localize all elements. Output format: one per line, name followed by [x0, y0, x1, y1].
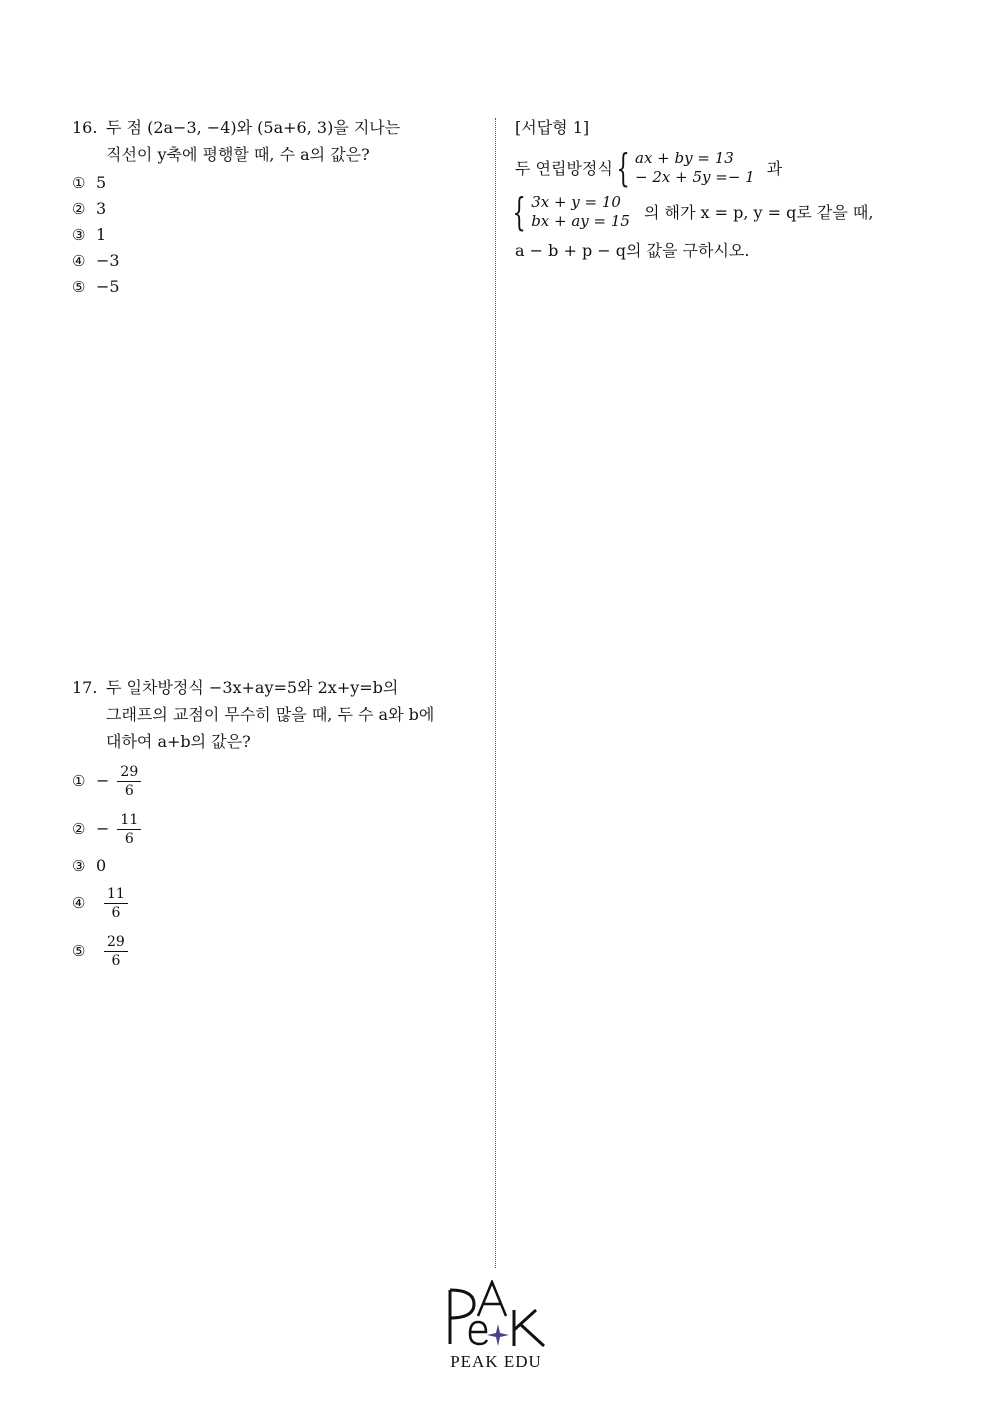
- question-16: 16. 두 점 (2a−3, −4)와 (5a+6, 3)을 지나는 직선이 y축에 평행할 때, 수 a의 값은? ① 5 ② 3 ③ 1 ④ −3 ⑤ −5: [72, 114, 472, 300]
- left-brace-icon: {: [512, 190, 526, 234]
- choice-4[interactable]: ④ $\frac{11}{6}$: [72, 879, 482, 927]
- question-17: 17. 두 일차방정식 −3x+ay=5와 2x+y=b의 그래프의 교점이 무수히 많을 때, 두 수 a와 b에 대하여 a+b의 값은? ① − $\frac{29}{6}$ ② − $\frac{11}{6}$ ③ 0 ④ $\frac{11}{6}$ ⑤ $\frac{29}{6}$: [72, 674, 482, 975]
- choice-5[interactable]: ⑤ $\frac{29}{6}$: [72, 927, 482, 975]
- fraction: $\frac{29}{6}$: [104, 933, 128, 970]
- question-16-stem: 16. 두 점 (2a−3, −4)와 (5a+6, 3)을 지나는: [72, 114, 472, 141]
- choice-3[interactable]: ③ 1: [72, 225, 107, 244]
- choice-2[interactable]: ② − $\frac{11}{6}$: [72, 805, 482, 853]
- answer-choices: [72, 757, 482, 975]
- choice-3[interactable]: ③ 0: [72, 856, 107, 875]
- essay-question-ask: a − b + p − q의 값을 구하시오.: [515, 241, 750, 260]
- choice-1[interactable]: ① 5: [72, 173, 107, 192]
- essay-label: [서답형 1]: [515, 118, 590, 137]
- question-number: 17.: [72, 678, 98, 697]
- peak-logo-icon: [440, 1280, 552, 1348]
- peak-logo-mark: [440, 1280, 552, 1348]
- fraction: $\frac{29}{6}$: [117, 763, 141, 800]
- equation-system-2: 3x + y = 10 bx + ay = 15: [531, 193, 630, 230]
- logo-wordmark: PEAK EDU: [450, 1352, 542, 1371]
- choice-2[interactable]: ② 3: [72, 199, 107, 218]
- system-line-2: { 3x + y = 10 bx + ay = 15 의 해가 x = p, y = q로 같을 때,: [512, 190, 874, 234]
- fraction: $\frac{11}{6}$: [104, 885, 128, 922]
- choice-5[interactable]: ⑤ −5: [72, 277, 120, 296]
- peak-edu-logo: [440, 1280, 552, 1375]
- left-brace-icon: {: [616, 146, 630, 190]
- essay-question-1: [512, 114, 935, 264]
- equation-system-1: ax + by = 13 − 2x + 5y =− 1: [635, 149, 755, 186]
- question-number: 16.: [72, 118, 98, 137]
- answer-choices: [72, 170, 472, 300]
- choice-1[interactable]: ① − $\frac{29}{6}$: [72, 757, 482, 805]
- column-divider: [495, 118, 496, 1268]
- system-line-1: 두 연립방정식 { ax + by = 13 − 2x + 5y =− 1 과: [515, 146, 783, 190]
- fraction: $\frac{11}{6}$: [117, 811, 141, 848]
- choice-4[interactable]: ④ −3: [72, 251, 120, 270]
- question-17-stem: 17. 두 일차방정식 −3x+ay=5와 2x+y=b의: [72, 674, 482, 701]
